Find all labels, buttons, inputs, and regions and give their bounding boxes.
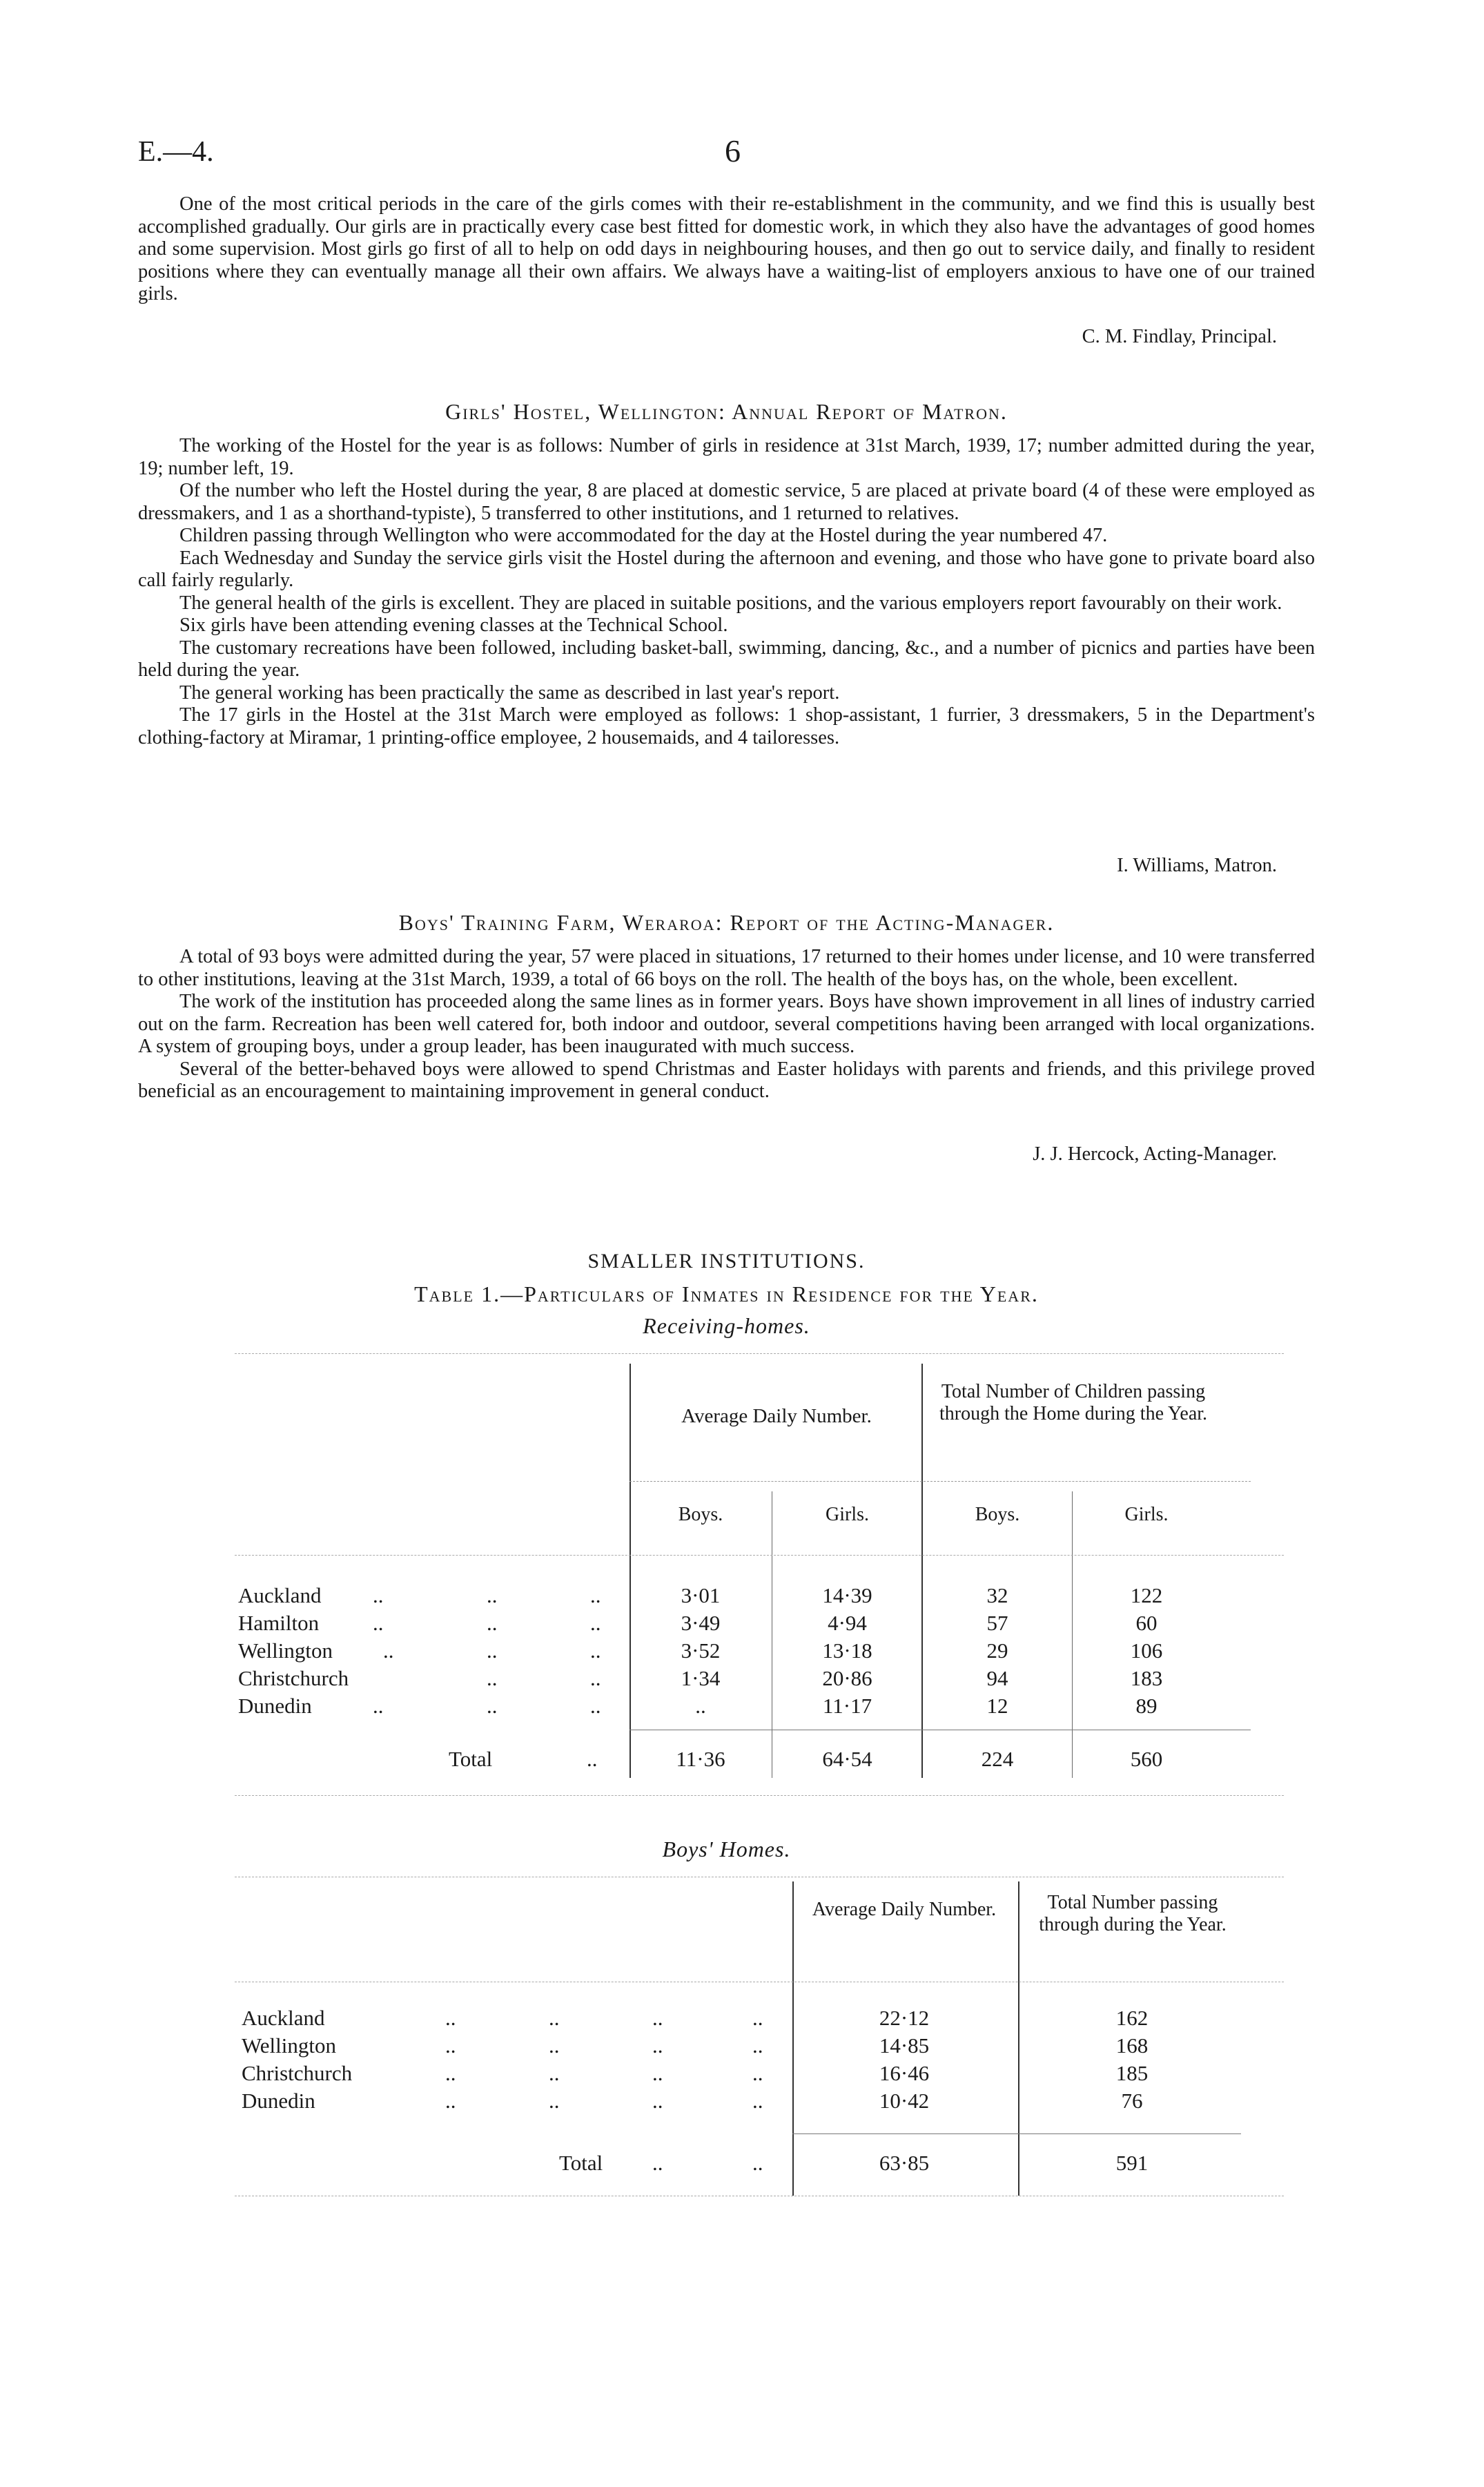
avg-boys-cell: 3·49 [681,1611,721,1635]
hostel-paragraph: Of the number who left the Hostel during the year, 8 are placed at domestic service, 5 are placed at private board (4 of these were employed as dressmakers, and 1 as a shorthand-typiste), 5 transferred to other institutions, and 1 returned to relatives. [138,480,1315,524]
report-code: E.—4. [138,136,214,168]
leader-dots: .. [752,2006,763,2030]
hostel-paragraph: The 17 girls in the Hostel at the 31st March were employed as follows: 1 shop-assistant, 1 furrier, 3 dressmakers, 5 in the Department's clothing-factory at Miramar, 1 printing-office employee, 2 housemaids, and 4 tailoresses. [138,704,1315,748]
leader-dots: .. [652,2061,663,2085]
smaller-heading: SMALLER INSTITUTIONS. [587,1250,866,1272]
avg-girls-cell: 4·94 [828,1611,867,1635]
hostel-paragraph: The customary recreations have been followed, including basket-ball, swimming, dancing, &c., and a number of picnics and parties have been held during the year. [138,637,1315,681]
col-header-girls: Girls. [1124,1504,1169,1525]
leader-dots: .. [487,1638,498,1663]
page-number: 6 [725,133,741,168]
leader-dots: .. [590,1694,601,1718]
total-cell: 76 [1121,2089,1143,2113]
avg-girls-cell: 11·17 [822,1694,872,1718]
column-rule [1018,1881,1019,2196]
total-cell: 185 [1115,2061,1149,2085]
avg-girls-cell: 20·86 [822,1666,872,1690]
hostel-section [138,435,1315,749]
leader-dots: .. [383,1638,394,1663]
farm-paragraph: A total of 93 boys were admitted during the year, 57 were placed in situations, 17 returned to their homes under license, and 10 were transferred to other institutions, leaving at the 31st March, 1939, a total of 66 boys on the roll. The health of the boys has, on the whole, been excellent. [138,946,1315,990]
leader-dots: .. [549,2089,560,2113]
column-rule [1072,1491,1073,1778]
hostel-paragraph: Children passing through Wellington who were accommodated for the day at the Hostel during the year numbered 47. [179,525,1108,546]
row-label: Auckland [242,2006,325,2030]
total-avg: 63·85 [879,2151,930,2175]
total-girls-cell: 89 [1135,1694,1158,1718]
total-boys-cell: 12 [986,1694,1008,1718]
leader-dots: .. [549,2006,560,2030]
row-label: Christchurch [242,2061,353,2085]
leader-dots: .. [590,1583,601,1607]
total-avg-girls: 64·54 [822,1747,872,1771]
avg-girls-cell: 14·39 [822,1583,872,1607]
row-label: Dunedin [238,1694,312,1718]
leader-dots: .. [752,2151,763,2175]
total-label: Total [449,1747,493,1771]
row-label: Auckland [238,1583,322,1607]
total-girls-cell: 122 [1130,1583,1163,1607]
avg-boys-cell: 3·01 [681,1583,721,1607]
hostel-paragraph: Each Wednesday and Sunday the service girls visit the Hostel during the afternoon and evening, and those who have gone to private board also call fairly regularly. [138,547,1315,591]
avg-cell: 14·85 [879,2033,930,2058]
farm-section [138,946,1315,1103]
avg-girls-cell: 13·18 [822,1638,872,1663]
leader-dots: .. [590,1638,601,1663]
row-label: Dunedin [242,2089,315,2113]
hostel-paragraph: The working of the Hostel for the year is as follows: Number of girls in residence at 31st March, 1939, 17; number admitted during the year, 19; number left, 19. [138,435,1315,479]
leader-dots: .. [652,2151,663,2175]
leader-dots: .. [549,2033,560,2058]
intro-section [138,193,1315,306]
hostel-heading: Girls' Hostel, Wellington: Annual Report of Matron. [445,399,1008,424]
col-header-girls: Girls. [826,1504,869,1525]
leader-dots: .. [752,2033,763,2058]
leader-dots: .. [549,2061,560,2085]
hostel-signature: I. Williams, Matron. [1117,855,1277,876]
leader-dots: .. [445,2006,456,2030]
column-rule [921,1364,923,1778]
total-cell: 168 [1115,2033,1149,2058]
table-bottom-rule [235,1795,1284,1796]
leader-dots: .. [752,2089,763,2113]
total-girls-cell: 183 [1130,1666,1163,1690]
leader-dots: .. [752,2061,763,2085]
leader-dots: .. [652,2033,663,2058]
leader-dots: .. [487,1666,498,1690]
leader-dots: .. [487,1583,498,1607]
row-label: Wellington [242,2033,336,2058]
row-label: Wellington [238,1638,333,1663]
col-header-total: Total Number passing through during the Year. [1039,1892,1227,1935]
avg-cell: 22·12 [879,2006,930,2030]
avg-boys-cell: 3·52 [681,1638,721,1663]
row-label: Hamilton [238,1611,320,1635]
col-header-boys: Boys. [678,1504,723,1525]
total-boys-cell: 32 [986,1583,1008,1607]
total-boys-cell: 94 [986,1666,1008,1690]
farm-paragraph: Several of the better-behaved boys were allowed to spend Christmas and Easter holidays with parents and friends, and this privilege proved beneficial as an encouragement to maintaining improvement in general conduct. [138,1058,1315,1102]
table-title: Table 1.—Particulars of Inmates in Residence for the Year. [414,1281,1039,1306]
boys-homes-subtitle: Boys' Homes. [662,1837,791,1861]
leader-dots: .. [587,1747,598,1771]
leader-dots: .. [652,2006,663,2030]
leader-dots: .. [445,2061,456,2085]
avg-boys-cell: 1·34 [681,1666,721,1690]
intro-signature: C. M. Findlay, Principal. [1082,326,1277,347]
hostel-paragraph: The general health of the girls is excellent. They are placed in suitable positions, and the various employers report favourably on their work. [179,592,1282,614]
header-rule [629,1481,1251,1482]
total-boys-cell: 57 [986,1611,1008,1635]
leader-dots: .. [487,1611,498,1635]
leader-dots: .. [487,1694,498,1718]
total-girls-cell: 60 [1135,1611,1158,1635]
leader-dots: .. [652,2089,663,2113]
farm-signature: J. J. Hercock, Acting-Manager. [1033,1143,1277,1165]
total-girls-cell: 106 [1130,1638,1163,1663]
total-rule [792,2133,1241,2134]
total-tot-girls: 560 [1130,1747,1163,1771]
total-total: 591 [1115,2151,1149,2175]
leader-dots: .. [373,1611,384,1635]
leader-dots: .. [445,2033,456,2058]
hostel-paragraph: The general working has been practically the same as described in last year's report. [179,681,840,704]
header-bottom-rule [235,1555,1284,1556]
farm-paragraph: The work of the institution has proceeded along the same lines as in former years. Boys have shown improvement in all lines of industry carried out on the farm. Recreation has been well catered for, both indoor and outdoor, several competitions having been arranged with local organizations. A system of grouping boys, under a group leader, has been inaugurated with much success. [138,991,1315,1057]
column-rule [629,1364,631,1778]
col-header-boys: Boys. [975,1504,1020,1525]
avg-cell: 10·42 [879,2089,930,2113]
total-tot-boys: 224 [981,1747,1014,1771]
leader-dots: .. [590,1666,601,1690]
leader-dots: .. [373,1694,384,1718]
total-label: Total [559,2151,603,2175]
farm-heading: Boys' Training Farm, Weraroa: Report of the Acting-Manager. [398,910,1055,935]
intro-paragraph: One of the most critical periods in the care of the girls comes with their re-establishment in the community, and we find this is usually best accomplished gradually. Our girls are in practically every case best fitted for domestic work, in which they also have the advantages of good homes and some supervision. Most girls go first of all to help on odd days in neighbouring houses, and then go out to service daily, and finally to resident positions where they can eventually manage all their own affairs. We always have a waiting-list of employers anxious to have one of our trained girls. [138,193,1315,304]
total-boys-cell: 29 [986,1638,1008,1663]
total-cell: 162 [1115,2006,1149,2030]
avg-cell: 16·46 [879,2061,930,2085]
group-header-average: Average Daily Number. [681,1405,872,1427]
receiving-subtitle: Receiving-homes. [643,1313,810,1338]
group-header-total: Total Number of Children passing through the Home during the Year. [939,1381,1208,1424]
hostel-paragraph: Six girls have been attending evening classes at the Technical School. [179,615,728,636]
total-avg-boys: 11·36 [676,1747,725,1771]
leader-dots: .. [373,1583,384,1607]
leader-dots: .. [445,2089,456,2113]
table-top-rule [235,1353,1284,1354]
leader-dots: .. [590,1611,601,1635]
avg-boys-cell: .. [695,1694,706,1718]
row-label: Christchurch [238,1666,349,1690]
col-header-average: Average Daily Number. [812,1899,997,1920]
